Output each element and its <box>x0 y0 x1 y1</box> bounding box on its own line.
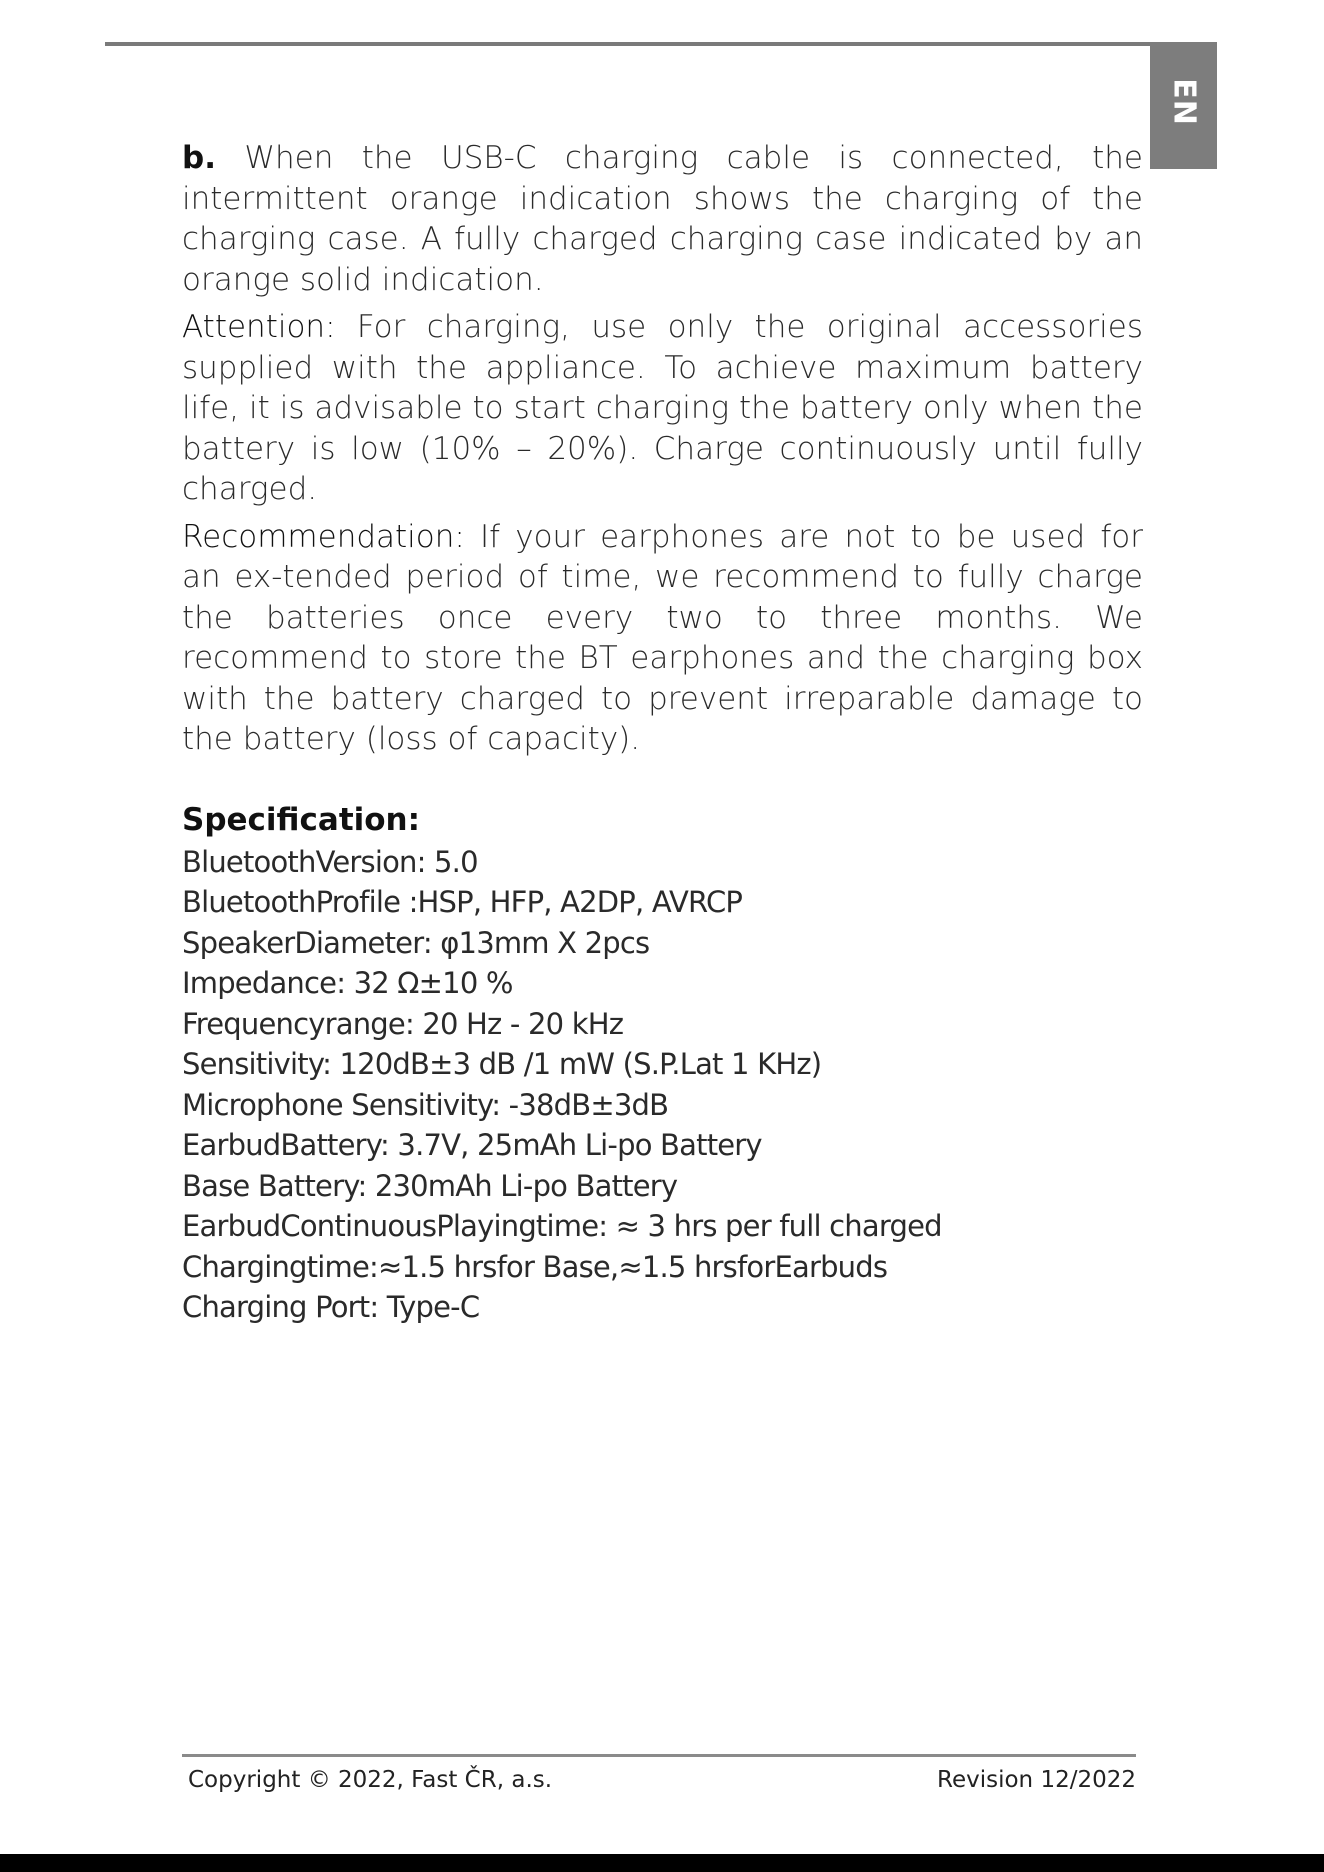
spec-item: Sensitivity: 120dB±3 dB /1 mW (S.P.Lat 1 KHz) <box>182 1047 822 1081</box>
paragraph-b-text: When the USB-C charging cable is connected, the intermittent orange indication shows the charging of the charging case. A fully charged charging case indicated by an orange solid indication. <box>182 140 1143 298</box>
specification-title: Specification: <box>182 801 421 838</box>
spec-item: EarbudBattery: 3.7V, 25mAh Li-po Battery <box>182 1128 762 1162</box>
page-content <box>182 138 1143 1328</box>
attention-lead: Attention: <box>182 309 336 345</box>
bottom-edge <box>0 1854 1324 1872</box>
spec-item: Impedance: 32 Ω±10 % <box>182 966 513 1000</box>
recommendation-lead: Recommendation: <box>182 518 465 555</box>
header-rule <box>105 42 1151 46</box>
spec-item: Base Battery: 230mAh Li-po Battery <box>182 1168 678 1203</box>
language-tab <box>1150 42 1217 169</box>
paragraph-b-lead: b. <box>182 140 216 176</box>
attention-paragraph <box>182 307 1143 510</box>
spec-item: Frequencyrange: 20 Hz - 20 kHz <box>182 1006 624 1041</box>
spec-item: SpeakerDiameter: φ13mm X 2pcs <box>182 925 650 960</box>
spec-item: Charging Port: Type-C <box>182 1290 480 1324</box>
specification-list <box>182 842 1143 1328</box>
spec-item: Chargingtime:≈1.5 hrsfor Base,≈1.5 hrsforEarbuds <box>182 1249 888 1284</box>
attention-text: For charging, use only the original accessories supplied with the appliance. To achieve maximum battery life, it is advisable to start charging the battery only when the battery is low (10% – 20%). Charge continuously until fully charged. <box>182 309 1143 507</box>
language-label: EN <box>1166 78 1201 126</box>
spec-item: BluetoothVersion: 5.0 <box>182 844 478 879</box>
revision-text: Revision 12/2022 <box>937 1767 1136 1793</box>
footer-rule <box>182 1754 1136 1757</box>
recommendation-paragraph <box>182 517 1143 760</box>
spec-item: Microphone Sensitivity: -38dB±3dB <box>182 1087 669 1122</box>
spec-item: EarbudContinuousPlayingtime: ≈ 3 hrs per full charged <box>182 1209 942 1243</box>
paragraph-b <box>182 138 1143 300</box>
copyright-text: Copyright © 2022, Fast ČR, a.s. <box>188 1767 553 1793</box>
spec-item: BluetoothProfile :HSP, HFP, A2DP, AVRCP <box>182 885 743 919</box>
recommendation-text: If your earphones are not to be used for an ex-tended period of time, we recommend to fully charge the batteries once every two to three months. We recommend to store the BT earphones and the charging box with the battery charged to prevent irreparable damage to the battery (loss of capacity). <box>182 518 1143 757</box>
